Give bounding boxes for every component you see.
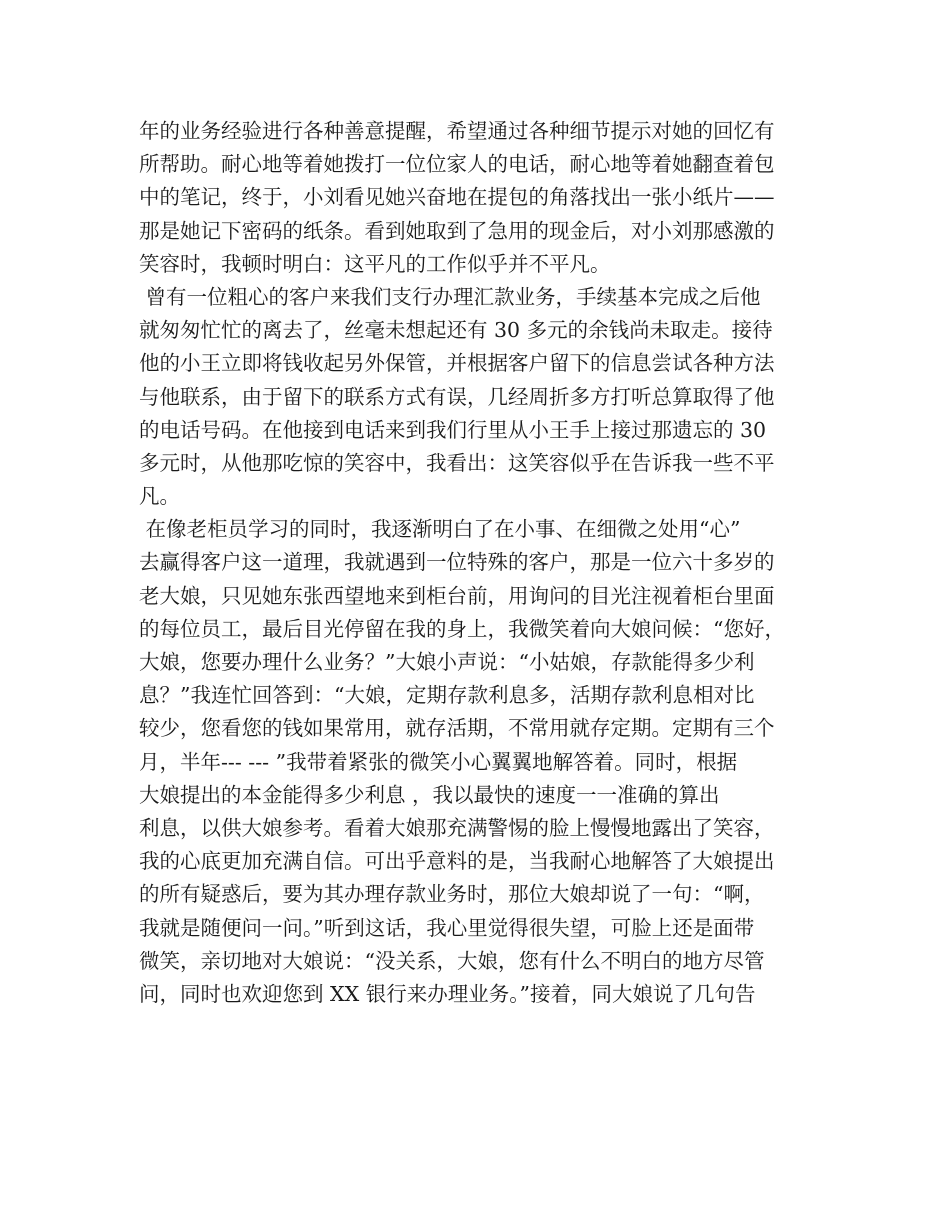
text-line: 与他联系，由于留下的联系方式有误，几经周折多方打听总算取得了他 (139, 384, 775, 409)
text-line: 凡。 (139, 484, 180, 509)
text-line: 较少，您看您的钱如果常用，就存活期，不常用就存定期。定期有三个 (139, 716, 775, 741)
text-line: 老大娘，只见她东张西望地来到柜台前，用询问的目光注视着柜台里面 (139, 583, 775, 608)
text-line: 的电话号码。在他接到电话来到我们行里从小王手上接过那遗忘的 30 (139, 417, 767, 442)
text-line: 的每位员工，最后目光停留在我的身上，我微笑着向大娘问候：“您好， (139, 616, 785, 641)
text-line: 那是她记下密码的纸条。看到她取到了急用的现金后，对小刘那感激的 (139, 218, 775, 243)
text-line: 大娘提出的本金能得多少利息 ，我以最快的速度一一准确的算出 (139, 782, 720, 807)
text-line: 多元时，从他那吃惊的笑容中，我看出：这笑容似乎在告诉我一些不平 (139, 450, 775, 475)
body-text (139, 115, 819, 1011)
text-line: 去赢得客户这一道理，我就遇到一位特殊的客户，那是一位六十多岁的 (139, 550, 775, 575)
text-line: 月，半年--- --- ”我带着紧张的微笑小心翼翼地解答着。同时，根据 (139, 749, 738, 774)
text-line: 大娘，您要办理什么业务？”大娘小声说：“小姑娘，存款能得多少利 (139, 650, 755, 674)
text-line: 中的笔记，终于，小刘看见她兴奋地在提包的角落找出一张小纸片—— (139, 185, 775, 210)
text-line: 问，同时也欢迎您到 XX 银行来办理业务。”接着，同大娘说了几句告 (139, 981, 756, 1006)
text-line: 的所有疑惑后，要为其办理存款业务时，那位大娘却说了一句：“啊， (139, 882, 765, 907)
text-line: 年的业务经验进行各种善意提醒，希望通过各种细节提示对她的回忆有 (139, 119, 775, 143)
text-line: 利息，以供大娘参考。看着大娘那充满警惕的脸上慢慢地露出了笑容， (139, 815, 775, 840)
text-line: 笑容时，我顿时明白：这平凡的工作似乎并不平凡。 (139, 251, 611, 276)
text-line: 所帮助。耐心地等着她拨打一位位家人的电话，耐心地等着她翻查着包 (139, 152, 775, 177)
text-line: 就匆匆忙忙的离去了，丝毫未想起还有 30 多元的余钱尚未取走。接待 (139, 318, 773, 343)
text-line: 曾有一位粗心的客户来我们支行办理汇款业务，手续基本完成之后他 (139, 284, 761, 309)
text-line: 息？”我连忙回答到：“大娘，定期存款利息多，活期存款利息相对比 (139, 683, 755, 708)
text-line: 微笑，亲切地对大娘说：“没关系，大娘，您有什么不明白的地方尽管 (139, 948, 765, 973)
text-line: 我的心底更加充满自信。可出乎意料的是，当我耐心地解答了大娘提出 (139, 849, 775, 874)
text-line: 他的小王立即将钱收起另外保管，并根据客户留下的信息尝试各种方法 (139, 351, 775, 376)
text-line: 在像老柜员学习的同时，我逐渐明白了在小事、在细微之处用“心” (139, 517, 741, 542)
text-line: 我就是随便问一问。”听到这话，我心里觉得很失望，可脸上还是面带 (139, 915, 755, 940)
